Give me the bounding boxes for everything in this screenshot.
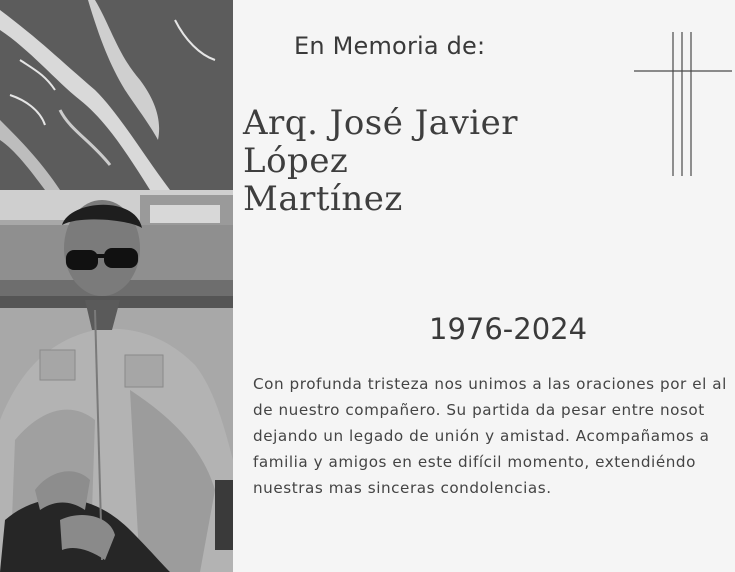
deceased-name (243, 104, 623, 218)
message-line: nuestras mas sinceras condolencias. (253, 479, 552, 497)
portrait-photo (0, 190, 233, 572)
image-column (0, 0, 233, 572)
message-line: de nuestro compañero. Su partida da pesar entre nosot (253, 401, 705, 419)
message-line: familia y amigos en este difícil momento, extendiéndo (253, 453, 696, 471)
life-years: 1976-2024 (429, 312, 588, 346)
name-line-2: Martínez (243, 179, 403, 219)
marble-texture-image (0, 0, 233, 190)
condolence-message (253, 371, 735, 501)
name-line-1: Arq. José Javier López (243, 103, 519, 181)
memorial-heading: En Memoria de: (294, 32, 486, 60)
message-line: Con profunda tristeza nos unimos a las oraciones por el al (253, 375, 727, 393)
cross-icon (634, 30, 734, 180)
memorial-panel (233, 0, 735, 572)
message-line: dejando un legado de unión y amistad. Acompañamos a (253, 427, 710, 445)
